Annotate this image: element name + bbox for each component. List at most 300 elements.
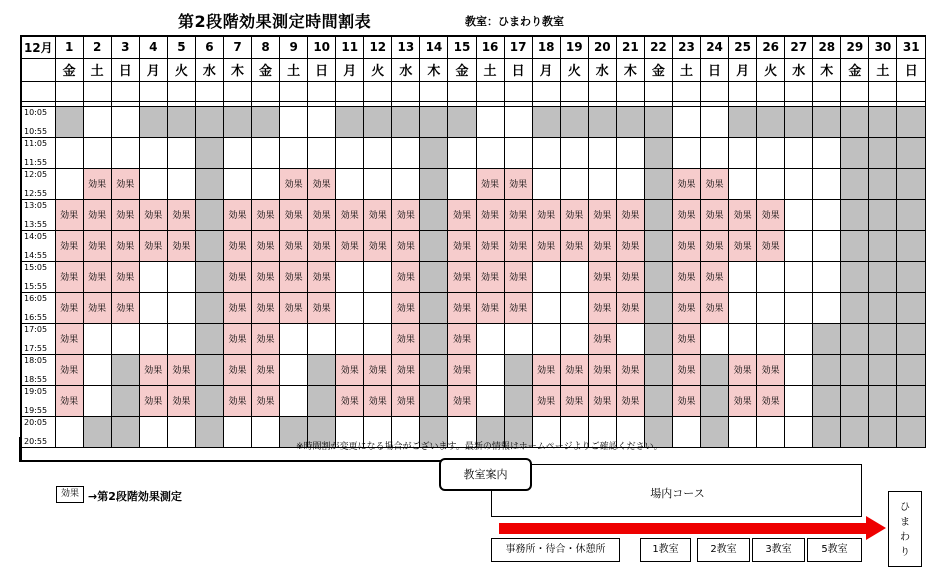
blank-cell	[644, 81, 672, 101]
empty-cell	[111, 106, 139, 137]
closed-cell	[223, 106, 251, 137]
closed-cell	[111, 416, 139, 447]
effect-test-cell: 効果	[223, 230, 251, 261]
empty-cell	[336, 137, 364, 168]
closed-cell	[420, 385, 448, 416]
effect-test-cell: 効果	[139, 385, 167, 416]
closed-cell	[841, 323, 869, 354]
effect-test-cell: 効果	[392, 199, 420, 230]
effect-test-cell: 効果	[111, 292, 139, 323]
blank-cell	[897, 81, 926, 101]
empty-cell	[111, 137, 139, 168]
slot-end-time: 17:55	[24, 343, 48, 353]
empty-cell	[252, 416, 280, 447]
weekday-cell: 月	[336, 58, 364, 81]
empty-cell	[616, 137, 644, 168]
empty-cell	[813, 137, 841, 168]
closed-cell	[195, 261, 223, 292]
closed-cell	[869, 137, 897, 168]
effect-test-cell: 効果	[448, 230, 476, 261]
effect-test-cell: 効果	[504, 261, 532, 292]
empty-cell	[729, 323, 757, 354]
closed-cell	[644, 230, 672, 261]
effect-test-cell: 効果	[560, 354, 588, 385]
effect-test-cell: 効果	[392, 323, 420, 354]
effect-test-cell: 効果	[588, 230, 616, 261]
empty-cell	[813, 168, 841, 199]
blank-cell	[336, 81, 364, 101]
effect-test-cell: 効果	[757, 354, 785, 385]
time-label-cell	[21, 416, 55, 447]
blank-cell	[869, 81, 897, 101]
effect-test-cell: 効果	[701, 199, 729, 230]
closed-cell	[869, 323, 897, 354]
slot-end-time: 19:55	[24, 405, 48, 415]
blank-cell	[701, 81, 729, 101]
empty-cell	[364, 168, 392, 199]
closed-cell	[644, 137, 672, 168]
empty-cell	[167, 168, 195, 199]
empty-cell	[336, 168, 364, 199]
effect-test-cell: 効果	[83, 230, 111, 261]
empty-cell	[504, 106, 532, 137]
effect-test-cell: 効果	[448, 261, 476, 292]
empty-cell	[588, 168, 616, 199]
closed-cell	[532, 106, 560, 137]
effect-test-cell: 効果	[672, 168, 700, 199]
empty-cell	[729, 416, 757, 447]
effect-test-cell: 効果	[672, 199, 700, 230]
empty-cell	[167, 292, 195, 323]
empty-cell	[392, 137, 420, 168]
effect-test-cell: 効果	[588, 323, 616, 354]
empty-cell	[252, 137, 280, 168]
closed-cell	[420, 354, 448, 385]
empty-cell	[364, 261, 392, 292]
blank-cell	[476, 81, 504, 101]
slot-end-time: 13:55	[24, 219, 48, 229]
empty-cell	[167, 261, 195, 292]
blank-cell	[588, 81, 616, 101]
effect-test-cell: 効果	[83, 199, 111, 230]
closed-cell	[869, 199, 897, 230]
time-label-cell	[21, 199, 55, 230]
closed-cell	[644, 168, 672, 199]
effect-test-cell: 効果	[476, 199, 504, 230]
closed-cell	[111, 385, 139, 416]
effect-test-cell: 効果	[252, 323, 280, 354]
weekday-cell: 火	[364, 58, 392, 81]
closed-cell	[897, 106, 926, 137]
himawari-char: ひ	[900, 502, 910, 513]
date-cell: 29	[841, 36, 869, 58]
empty-cell	[560, 292, 588, 323]
weekday-cell: 火	[167, 58, 195, 81]
closed-cell	[757, 106, 785, 137]
closed-cell	[869, 385, 897, 416]
blank-cell	[841, 81, 869, 101]
weekday-cell: 金	[841, 58, 869, 81]
empty-cell	[336, 261, 364, 292]
effect-test-cell: 効果	[364, 199, 392, 230]
empty-cell	[308, 106, 336, 137]
empty-cell	[532, 137, 560, 168]
empty-cell	[729, 292, 757, 323]
blank-cell	[21, 81, 55, 101]
closed-cell	[195, 199, 223, 230]
time-slot-row	[21, 323, 926, 354]
time-label-cell	[21, 354, 55, 385]
empty-cell	[139, 292, 167, 323]
empty-cell	[476, 106, 504, 137]
closed-cell	[195, 385, 223, 416]
effect-test-cell: 効果	[504, 292, 532, 323]
effect-test-cell: 効果	[504, 199, 532, 230]
slot-end-time: 16:55	[24, 312, 48, 322]
slot-start-time: 15:05	[24, 262, 48, 272]
closed-cell	[392, 106, 420, 137]
timetable	[20, 35, 926, 448]
closed-cell	[869, 416, 897, 447]
slot-end-time: 12:55	[24, 188, 48, 198]
effect-test-cell: 効果	[448, 385, 476, 416]
empty-cell	[560, 323, 588, 354]
empty-cell	[588, 137, 616, 168]
closed-cell	[841, 106, 869, 137]
weekday-cell: 土	[83, 58, 111, 81]
time-slot-row	[21, 385, 926, 416]
room-5: 5教室	[807, 538, 862, 562]
effect-test-cell: 効果	[223, 261, 251, 292]
empty-cell	[55, 416, 83, 447]
closed-cell	[195, 230, 223, 261]
effect-test-cell: 効果	[280, 168, 308, 199]
closed-cell	[308, 385, 336, 416]
room-3: 3教室	[752, 538, 805, 562]
effect-test-cell: 効果	[392, 230, 420, 261]
effect-test-cell: 効果	[476, 168, 504, 199]
time-slot-row	[21, 106, 926, 137]
closed-cell	[897, 230, 926, 261]
room-2: 2教室	[697, 538, 750, 562]
empty-cell	[55, 137, 83, 168]
closed-cell	[701, 354, 729, 385]
empty-cell	[757, 137, 785, 168]
blank-cell	[729, 81, 757, 101]
closed-cell	[448, 106, 476, 137]
effect-test-cell: 効果	[111, 261, 139, 292]
date-cell: 2	[83, 36, 111, 58]
closed-cell	[55, 106, 83, 137]
closed-cell	[729, 106, 757, 137]
weekday-cell: 水	[588, 58, 616, 81]
effect-test-cell: 効果	[672, 323, 700, 354]
empty-cell	[83, 354, 111, 385]
legend-effect-swatch: 効果	[56, 486, 84, 503]
empty-cell	[336, 292, 364, 323]
direction-arrow-icon	[499, 523, 869, 534]
schedule-notice: ※時間割が変更になる場合がございます。最新の情報はホームページよりご確認ください。	[296, 442, 663, 452]
weekday-cell: 日	[701, 58, 729, 81]
empty-cell	[111, 323, 139, 354]
weekday-header-row	[21, 58, 926, 81]
empty-cell	[785, 385, 813, 416]
empty-cell	[280, 323, 308, 354]
date-cell: 13	[392, 36, 420, 58]
effect-test-cell: 効果	[55, 230, 83, 261]
slot-end-time: 20:55	[24, 436, 48, 446]
slot-start-time: 13:05	[24, 200, 48, 210]
empty-cell	[813, 199, 841, 230]
closed-cell	[195, 106, 223, 137]
empty-cell	[813, 261, 841, 292]
effect-test-cell: 効果	[757, 230, 785, 261]
effect-test-cell: 効果	[308, 168, 336, 199]
weekday-cell: 木	[616, 58, 644, 81]
effect-test-cell: 効果	[616, 261, 644, 292]
room-1: 1教室	[640, 538, 691, 562]
date-cell: 24	[701, 36, 729, 58]
closed-cell	[308, 354, 336, 385]
slot-start-time: 14:05	[24, 231, 48, 241]
blank-cell	[167, 81, 195, 101]
weekday-cell: 月	[532, 58, 560, 81]
empty-cell	[616, 323, 644, 354]
date-cell: 30	[869, 36, 897, 58]
empty-cell	[729, 168, 757, 199]
effect-test-cell: 効果	[616, 354, 644, 385]
closed-cell	[869, 168, 897, 199]
date-cell: 12	[364, 36, 392, 58]
empty-cell	[167, 416, 195, 447]
closed-cell	[644, 385, 672, 416]
date-cell: 14	[420, 36, 448, 58]
closed-cell	[869, 292, 897, 323]
closed-cell	[841, 199, 869, 230]
effect-test-cell: 効果	[308, 199, 336, 230]
date-cell: 8	[252, 36, 280, 58]
slot-start-time: 17:05	[24, 324, 48, 334]
empty-cell	[364, 292, 392, 323]
himawari-room-box	[888, 491, 922, 567]
slot-start-time: 16:05	[24, 293, 48, 303]
effect-test-cell: 効果	[252, 354, 280, 385]
effect-test-cell: 効果	[701, 168, 729, 199]
blank-cell	[560, 81, 588, 101]
slot-end-time: 14:55	[24, 250, 48, 260]
closed-cell	[897, 354, 926, 385]
effect-test-cell: 効果	[252, 385, 280, 416]
weekday-cell: 金	[55, 58, 83, 81]
effect-test-cell: 効果	[701, 292, 729, 323]
empty-cell	[252, 168, 280, 199]
weekday-cell: 火	[560, 58, 588, 81]
empty-cell	[616, 168, 644, 199]
empty-cell	[672, 137, 700, 168]
closed-cell	[869, 106, 897, 137]
weekday-cell: 日	[504, 58, 532, 81]
empty-cell	[813, 230, 841, 261]
weekday-cell: 土	[869, 58, 897, 81]
effect-test-cell: 効果	[672, 230, 700, 261]
date-cell: 15	[448, 36, 476, 58]
closed-cell	[588, 106, 616, 137]
empty-cell	[785, 323, 813, 354]
slot-start-time: 10:05	[24, 107, 48, 117]
empty-cell	[701, 137, 729, 168]
empty-cell	[167, 137, 195, 168]
closed-cell	[841, 354, 869, 385]
empty-cell	[280, 106, 308, 137]
blank-cell	[672, 81, 700, 101]
time-label-cell	[21, 137, 55, 168]
weekday-cell: 土	[280, 58, 308, 81]
empty-cell	[139, 323, 167, 354]
effect-test-cell: 効果	[448, 292, 476, 323]
closed-cell	[897, 385, 926, 416]
empty-cell	[83, 385, 111, 416]
time-slot-row	[21, 168, 926, 199]
blank-cell	[111, 81, 139, 101]
effect-test-cell: 効果	[167, 199, 195, 230]
effect-test-cell: 効果	[392, 261, 420, 292]
effect-test-cell: 効果	[672, 385, 700, 416]
closed-cell	[897, 261, 926, 292]
classroom-label: 教室：ひまわり教室	[465, 15, 564, 28]
empty-cell	[280, 385, 308, 416]
weekday-cell: 月	[139, 58, 167, 81]
date-cell: 1	[55, 36, 83, 58]
empty-cell	[532, 323, 560, 354]
effect-test-cell: 効果	[588, 354, 616, 385]
closed-cell	[195, 137, 223, 168]
closed-cell	[111, 354, 139, 385]
effect-test-cell: 効果	[55, 261, 83, 292]
weekday-cell: 金	[252, 58, 280, 81]
empty-cell	[476, 323, 504, 354]
empty-cell	[757, 261, 785, 292]
month-cell-blank	[21, 58, 55, 81]
empty-cell	[672, 106, 700, 137]
closed-cell	[897, 199, 926, 230]
blank-cell	[252, 81, 280, 101]
table-left-border	[19, 437, 22, 461]
effect-test-cell: 効果	[729, 354, 757, 385]
slot-start-time: 19:05	[24, 386, 48, 396]
closed-cell	[420, 137, 448, 168]
effect-test-cell: 効果	[532, 354, 560, 385]
weekday-cell: 木	[813, 58, 841, 81]
weekday-cell: 水	[785, 58, 813, 81]
effect-test-cell: 効果	[55, 199, 83, 230]
slot-start-time: 12:05	[24, 169, 48, 179]
slot-start-time: 20:05	[24, 417, 48, 427]
time-slot-row	[21, 137, 926, 168]
blank-cell	[757, 81, 785, 101]
weekday-cell: 日	[897, 58, 926, 81]
empty-cell	[560, 261, 588, 292]
effect-test-cell: 効果	[672, 292, 700, 323]
closed-cell	[897, 292, 926, 323]
empty-cell	[448, 168, 476, 199]
empty-cell	[364, 137, 392, 168]
date-cell: 11	[336, 36, 364, 58]
empty-cell	[448, 137, 476, 168]
closed-cell	[364, 106, 392, 137]
closed-cell	[813, 106, 841, 137]
closed-cell	[813, 416, 841, 447]
effect-test-cell: 効果	[55, 292, 83, 323]
closed-cell	[841, 168, 869, 199]
slot-end-time: 18:55	[24, 374, 48, 384]
effect-test-cell: 効果	[476, 292, 504, 323]
closed-cell	[897, 168, 926, 199]
effect-test-cell: 効果	[111, 168, 139, 199]
date-cell: 18	[532, 36, 560, 58]
effect-test-cell: 効果	[588, 292, 616, 323]
empty-cell	[560, 168, 588, 199]
date-header-row	[21, 36, 926, 58]
effect-test-cell: 効果	[364, 385, 392, 416]
empty-cell	[476, 354, 504, 385]
closed-cell	[616, 106, 644, 137]
closed-cell	[813, 385, 841, 416]
month-cell: 12月	[21, 36, 55, 58]
closed-cell	[897, 416, 926, 447]
closed-cell	[420, 292, 448, 323]
effect-test-cell: 効果	[560, 385, 588, 416]
empty-cell	[83, 106, 111, 137]
effect-test-cell: 効果	[308, 261, 336, 292]
blank-cell	[785, 81, 813, 101]
effect-test-cell: 効果	[308, 230, 336, 261]
empty-cell	[560, 137, 588, 168]
time-label-cell	[21, 168, 55, 199]
closed-cell	[701, 416, 729, 447]
effect-test-cell: 効果	[616, 199, 644, 230]
date-cell: 22	[644, 36, 672, 58]
date-cell: 28	[813, 36, 841, 58]
time-label-cell	[21, 230, 55, 261]
effect-test-cell: 効果	[392, 354, 420, 385]
effect-test-cell: 効果	[729, 385, 757, 416]
empty-cell	[280, 137, 308, 168]
himawari-char: ま	[900, 517, 910, 528]
closed-cell	[167, 106, 195, 137]
effect-test-cell: 効果	[336, 385, 364, 416]
blank-cell	[616, 81, 644, 101]
weekday-cell: 木	[420, 58, 448, 81]
effect-test-cell: 効果	[83, 261, 111, 292]
weekday-cell: 水	[195, 58, 223, 81]
room-office: 事務所・待合・休憩所	[491, 538, 620, 562]
date-cell: 23	[672, 36, 700, 58]
effect-test-cell: 効果	[672, 261, 700, 292]
empty-cell	[757, 416, 785, 447]
empty-cell	[785, 168, 813, 199]
blank-cell	[532, 81, 560, 101]
closed-cell	[841, 261, 869, 292]
empty-cell	[701, 106, 729, 137]
date-cell: 26	[757, 36, 785, 58]
closed-cell	[841, 292, 869, 323]
weekday-cell: 日	[308, 58, 336, 81]
empty-cell	[532, 292, 560, 323]
arrow-head-icon	[866, 516, 886, 540]
closed-cell	[841, 137, 869, 168]
weekday-cell: 火	[757, 58, 785, 81]
effect-test-cell: 効果	[729, 199, 757, 230]
